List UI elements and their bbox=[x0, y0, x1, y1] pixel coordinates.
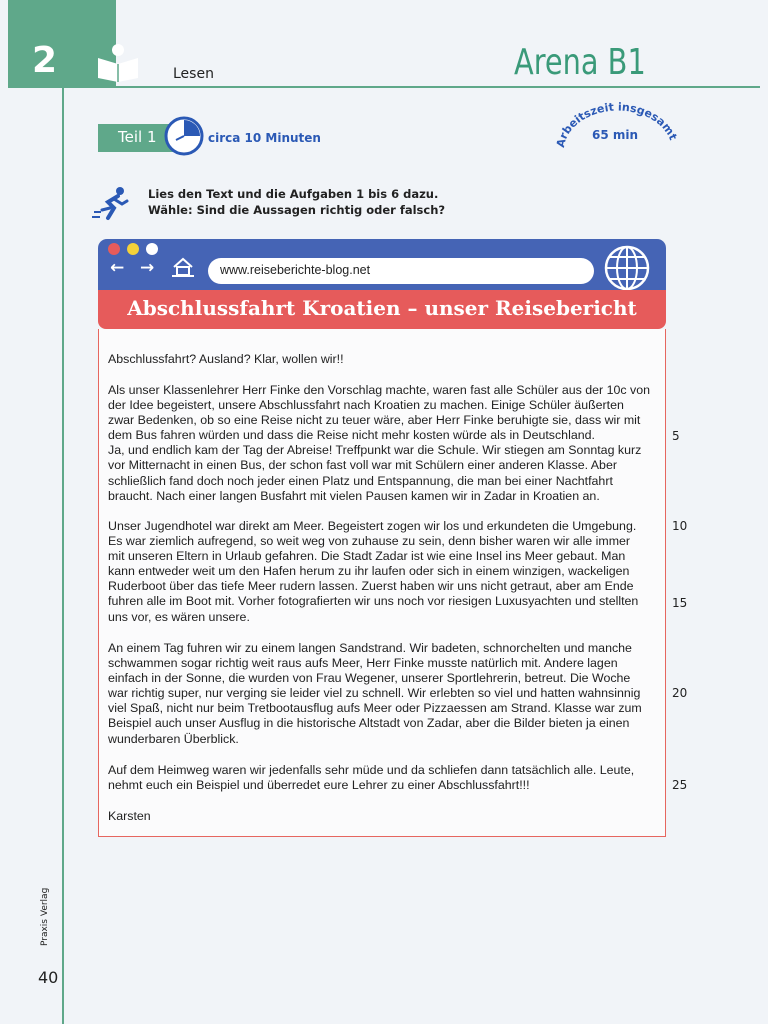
globe-icon[interactable] bbox=[602, 243, 652, 293]
text-line: zwar Bedenken, ob so eine Reise nicht zu teuer wäre, aber Herr Finke beruhigte sie, dass wir mit bbox=[108, 413, 641, 428]
work-time-badge bbox=[554, 96, 680, 156]
article-signature bbox=[108, 809, 658, 824]
unit-number: 2 bbox=[32, 40, 58, 81]
open-book-icon bbox=[96, 42, 140, 82]
publisher-label: Praxis Verlag bbox=[40, 887, 50, 946]
text-line: An einem Tag fuhren wir zu einem langen Sandstrand. Wir badeten, schnorchelten und manche bbox=[108, 641, 632, 655]
text-line: Beispiel auch unser Ausflug in die historische Altstadt von Zadar, aber die Bilder bieten ja einen bbox=[108, 716, 630, 731]
clock-icon bbox=[164, 116, 204, 156]
time-label: circa 10 Minuten bbox=[208, 131, 321, 145]
text-line: Ja, und endlich kam der Tag der Abreise! Treffpunkt war die Schule. Wir stiegen am Sonntag kurz bbox=[108, 443, 642, 458]
runner-icon bbox=[92, 186, 130, 222]
arrow-left-icon[interactable]: ← bbox=[110, 258, 125, 278]
text-line: dem Bus fahren würden und dass die Reise nicht mehr kosten würde als in Deutschland. bbox=[108, 428, 595, 443]
text-line: war richtig super, nur verging sie leider viel zu schnell. Wir erlebten so viel und hatten wahnsinnig bbox=[108, 686, 641, 701]
text-line: Karsten bbox=[108, 809, 151, 823]
article-paragraph-4 bbox=[108, 641, 658, 747]
text-line: schwammen sogar richtig weit raus aufs Meer, Herr Finke musste natürlich mit. Andere lagen bbox=[108, 656, 618, 671]
instructions bbox=[148, 186, 445, 218]
text-line: Auf dem Heimweg waren wir jedenfalls sehr müde und da schliefen dann tatsächlich alle. Leute, bbox=[108, 763, 635, 777]
home-icon[interactable] bbox=[172, 257, 194, 277]
margin-line bbox=[62, 88, 64, 1024]
article-paragraph-1 bbox=[108, 352, 658, 367]
work-time-value: 65 min bbox=[592, 128, 639, 142]
text-line: wunderbaren Überblick. bbox=[108, 731, 239, 746]
article-paragraph-2 bbox=[108, 383, 658, 504]
article-paragraph-5 bbox=[108, 763, 658, 793]
text-line: Ruderboot über das tiefe Meer rudern lassen. Zuerst haben wir uns nicht getraut, aber am Ende bbox=[108, 579, 634, 594]
text-line: viel Spaß, nicht nur beim Tretbootausflug aufs Meer oder Pizzaessen am Strand. Klasse war zum bbox=[108, 701, 642, 716]
article-paragraph-3 bbox=[108, 519, 658, 625]
window-dot-yellow bbox=[127, 243, 139, 255]
text-line: uns vor, es wären unsere. bbox=[108, 609, 250, 624]
section-label: Lesen bbox=[173, 66, 214, 82]
window-dot-white bbox=[146, 243, 158, 255]
work-time-label: Arbeitszeit insgesamt bbox=[554, 100, 680, 149]
instruction-line: Wähle: Sind die Aussagen richtig oder falsch? bbox=[148, 203, 446, 217]
text-line: schließlich fand doch noch jeder einen Platz und Entspannung, die man bei einer Nachtfahrt bbox=[108, 473, 613, 488]
text-line: mit unseren Eltern in Urlaub gefahren. Die Stadt Zadar ist wie eine Insel ins Meer gebaut. Man bbox=[108, 549, 626, 564]
text-line: Unser Jugendhotel war direkt am Meer. Begeistert zogen wir los und erkundeten die Umgebung. bbox=[108, 519, 637, 533]
line-number: 10 bbox=[672, 519, 688, 533]
line-number: 25 bbox=[672, 778, 688, 792]
line-number: 5 bbox=[672, 429, 680, 443]
text-line: der Idee begeistert, unsere Abschlussfahrt nach Kroatien zu machen. Einige Schüler äußerten bbox=[108, 398, 624, 413]
line-number: 20 bbox=[672, 686, 688, 700]
text-line: braucht. Nach einer langen Busfahrt mit vielen Pausen kamen wir in Zadar in Kroatien an. bbox=[108, 488, 600, 503]
line-number: 15 bbox=[672, 596, 688, 610]
instruction-line: Lies den Text und die Aufgaben 1 bis 6 dazu. bbox=[148, 187, 439, 201]
url-field[interactable]: www.reiseberichte-blog.net bbox=[208, 258, 594, 284]
text-line: vor Mitternacht in einen Bus, der schon fast voll war mit Schülern einer anderen Klasse. Aber bbox=[108, 458, 617, 473]
text-line: Als unser Klassenlehrer Herr Finke den Vorschlag machte, waren fast alle Schüler aus der 10c von bbox=[108, 383, 651, 397]
arrow-right-icon[interactable]: → bbox=[140, 258, 155, 278]
page-number: 40 bbox=[38, 968, 59, 987]
text-line: kann entweder weit um den Hafen herum zu ihr laufen oder sich in einem winzigen, wackeligen bbox=[108, 564, 630, 579]
text-line: einfach in der Sonne, die wurden von Frau Wegener, unserer Sportlehrerin, betreut. Die Woche bbox=[108, 671, 631, 686]
brand-title: Arena B1 bbox=[514, 42, 646, 83]
text-line: fuhren alle im Boot mit. Vorher fotografierten wir uns noch vor riesigen Luxusyachten und stellten bbox=[108, 594, 639, 609]
text-line: nehmt euch ein Beispiel und überredet eure Lehrer zu einer Abschlussfahrt!!! bbox=[108, 778, 530, 793]
page-title: Abschlussfahrt Kroatien – unser Reisebericht bbox=[127, 296, 637, 320]
text-line: Abschlussfahrt? Ausland? Klar, wollen wir!! bbox=[108, 352, 344, 366]
header-rule bbox=[116, 86, 760, 88]
text-line: Es war ziemlich aufregend, so weit weg von zuhause zu sein, denn bisher waren wir alle immer bbox=[108, 534, 631, 549]
part-label: Teil 1 bbox=[98, 124, 180, 152]
window-dot-red bbox=[108, 243, 120, 255]
